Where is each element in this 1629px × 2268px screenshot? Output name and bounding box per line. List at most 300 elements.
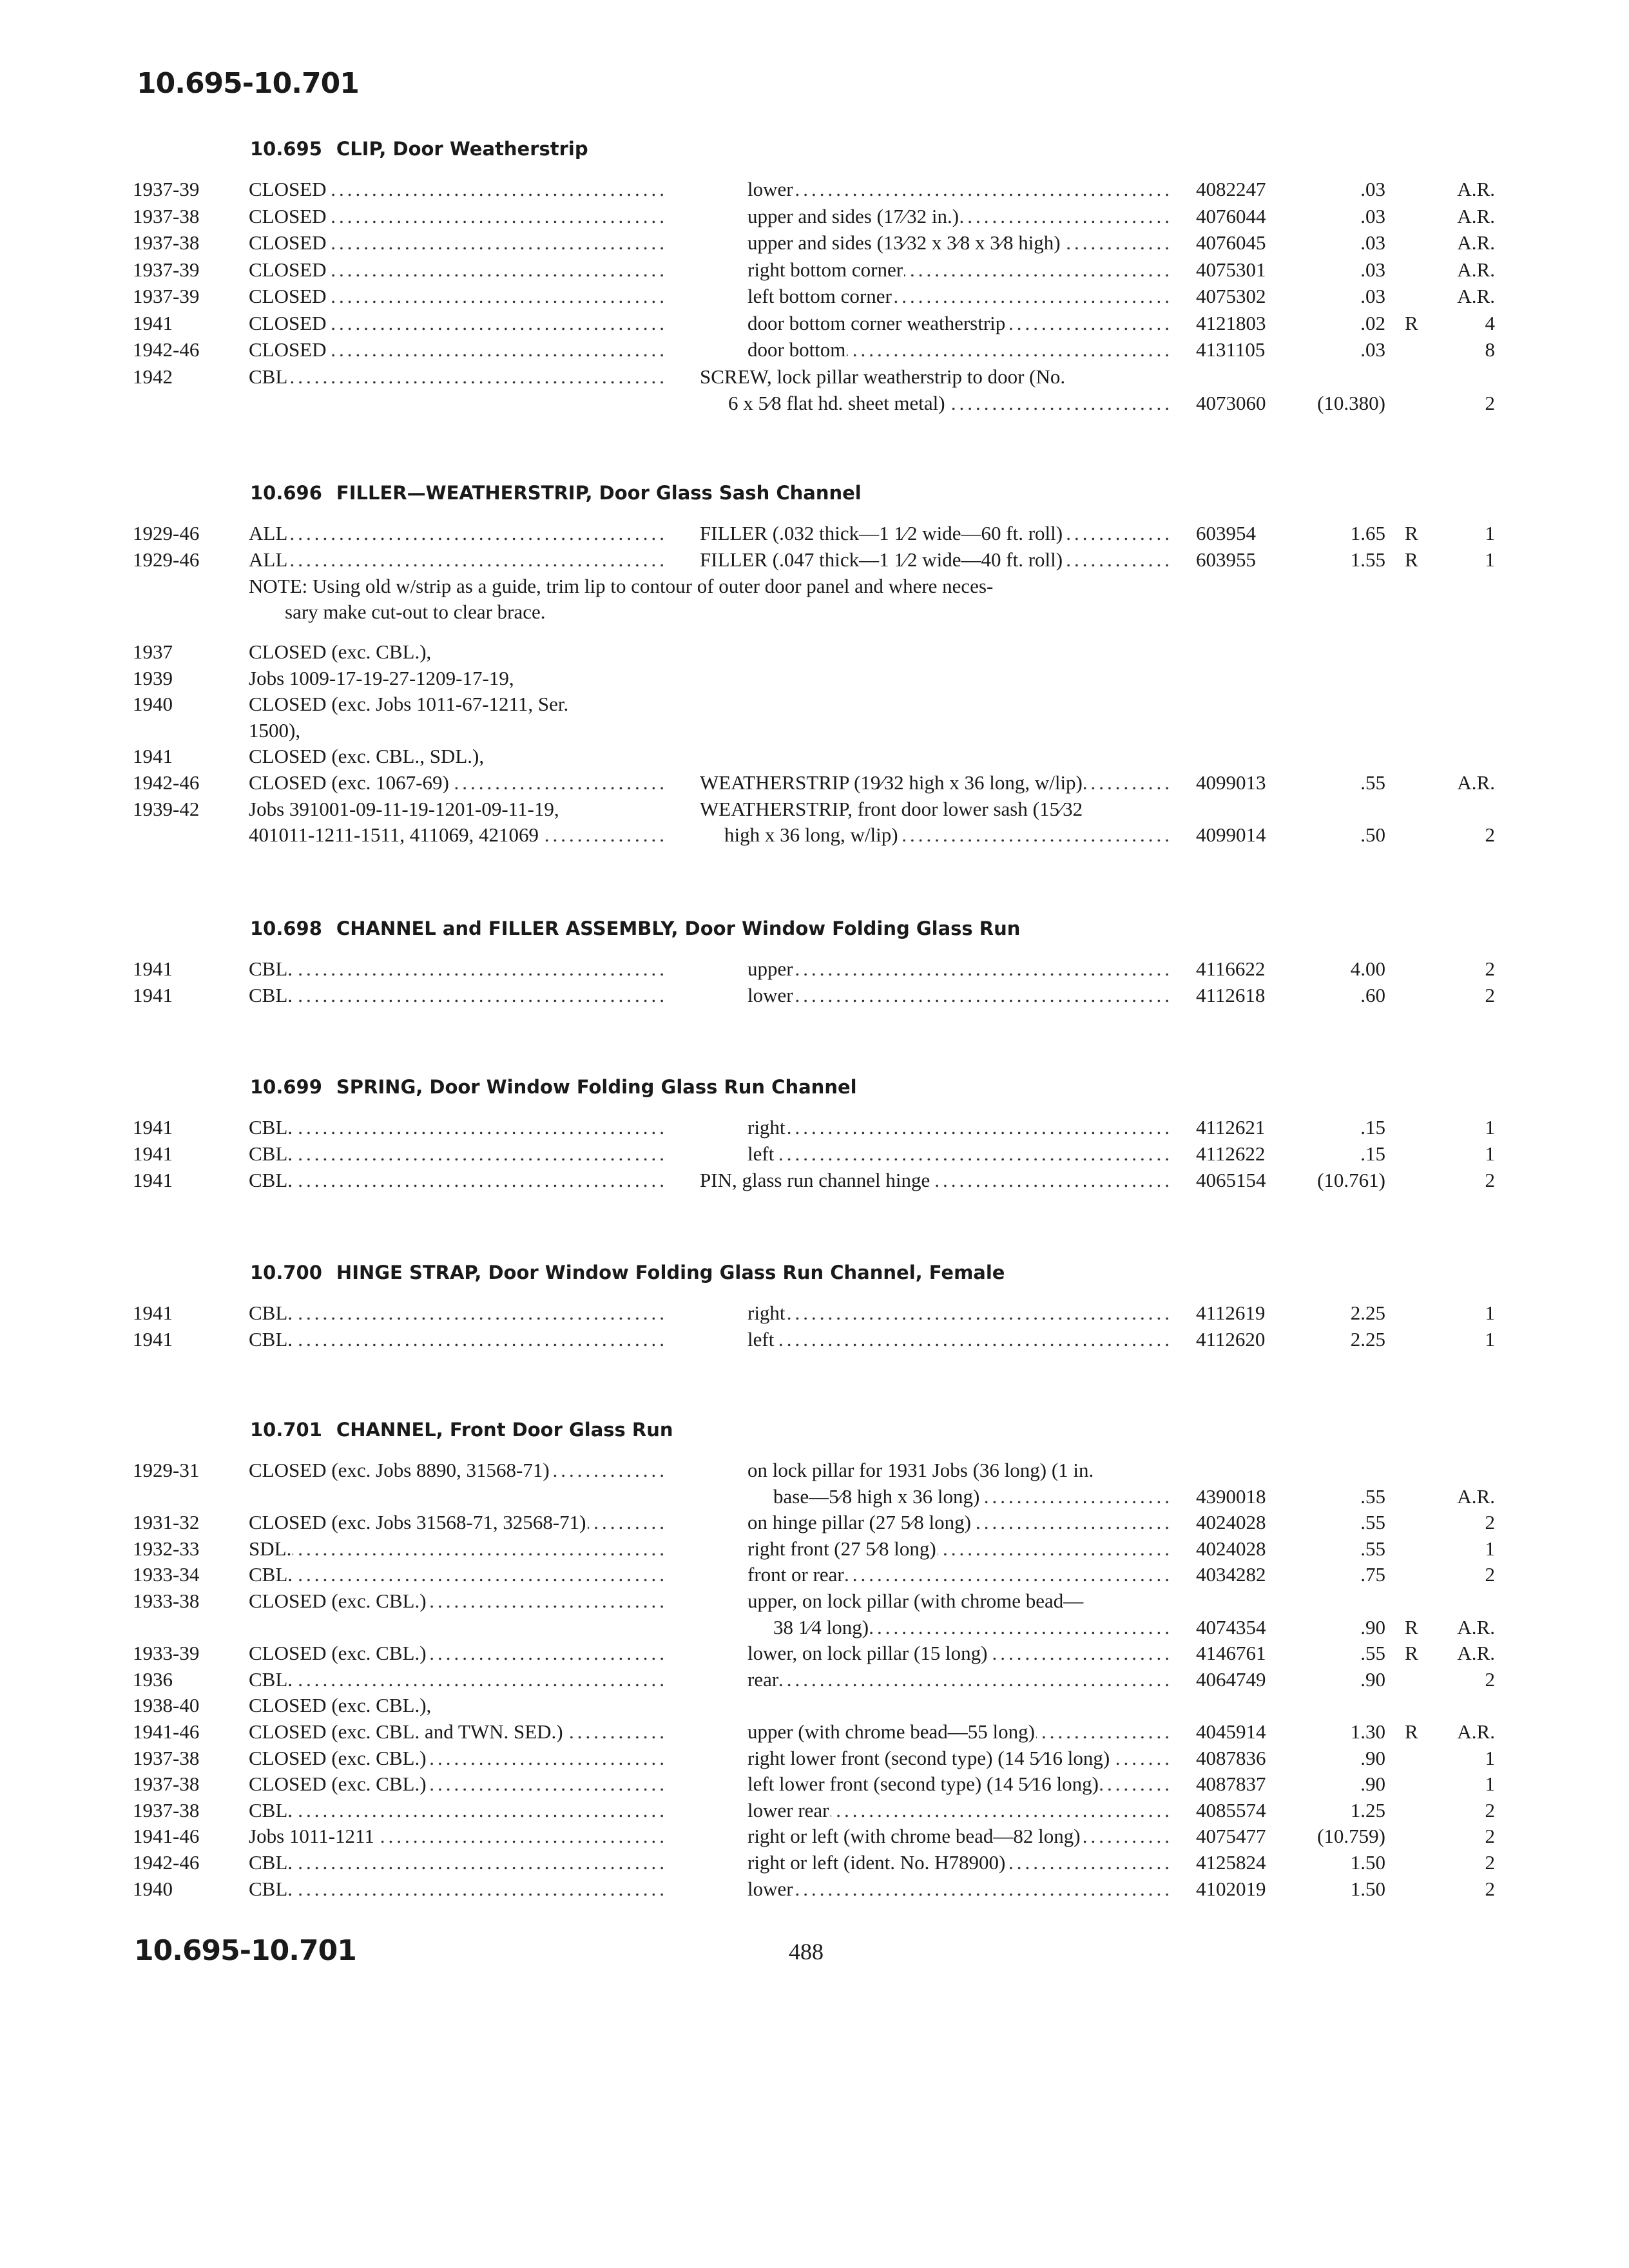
quantity-cell: 1 <box>1485 1328 1495 1350</box>
price-cell: .90 <box>1360 1615 1385 1639</box>
r-flag-cell: R <box>1405 522 1418 544</box>
year-cell: 1937-38 <box>133 231 200 254</box>
description-cell <box>728 390 1173 416</box>
model-cell-text: CBL <box>249 365 288 388</box>
description-cell-text: lower rear <box>747 1798 829 1821</box>
page-number: 488 <box>789 1939 824 1965</box>
description-cell <box>747 257 1173 283</box>
parts-row <box>0 1823 1629 1849</box>
quantity-cell: 1 <box>1485 1116 1495 1139</box>
description-cell <box>747 1327 1173 1352</box>
description-cell-text: right front (27 5⁄8 long) <box>747 1537 936 1560</box>
model-cell-text: CBL. <box>249 957 293 980</box>
model-cell <box>249 770 668 796</box>
parts-row <box>0 521 1629 546</box>
note-line: NOTE: Using old w/strip as a guide, trim lip to contour of outer door panel and where neces- <box>249 575 994 597</box>
part-number-cell: 4074354 <box>1196 1615 1266 1639</box>
leader-dots <box>747 1876 1173 1902</box>
quantity-cell: 2 <box>1485 1825 1495 1848</box>
leader-dots <box>747 1667 1173 1693</box>
leader-dots <box>249 1876 668 1902</box>
year-cell: 1931-32 <box>133 1511 200 1534</box>
quantity-cell: 2 <box>1485 823 1495 847</box>
model-cell <box>249 1510 668 1535</box>
description-cell <box>747 983 1173 1008</box>
parts-row <box>0 1693 1629 1718</box>
model-cell <box>249 1327 668 1352</box>
quantity-cell: 2 <box>1485 984 1495 1006</box>
description-cell <box>747 1667 1173 1693</box>
year-cell: 1941 <box>133 1328 173 1350</box>
year-cell: 1941 <box>133 1169 173 1191</box>
price-cell: .03 <box>1360 285 1385 307</box>
parts-row <box>0 796 1629 822</box>
description-cell-text: right bottom corner <box>747 258 903 281</box>
price-cell: .90 <box>1360 1773 1385 1796</box>
model-cell <box>249 1457 668 1483</box>
description-cell-text: lower <box>747 178 793 200</box>
parts-row <box>0 364 1629 390</box>
description-cell-text: 6 x 5⁄8 flat hd. sheet metal) <box>728 392 945 414</box>
description-cell-text: FILLER (.047 thick—1 1⁄2 wide—40 ft. roll) <box>700 548 1063 571</box>
model-cell-text: CBL. <box>249 1328 293 1350</box>
quantity-cell: 2 <box>1485 1667 1495 1691</box>
parts-row <box>0 1771 1629 1797</box>
leader-dots <box>249 1798 668 1823</box>
section-title <box>250 1419 673 1441</box>
year-cell: 1941-46 <box>133 1825 200 1848</box>
model-cell-text: CBL. <box>249 1169 293 1191</box>
year-cell: 1933-34 <box>133 1563 200 1586</box>
description-cell <box>747 284 1173 309</box>
description-cell-text: right or left (with chrome bead—82 long) <box>747 1825 1081 1848</box>
price-cell: 1.55 <box>1350 548 1385 571</box>
part-number-cell: 4121803 <box>1196 311 1266 334</box>
year-cell: 1929-46 <box>133 522 200 544</box>
parts-row <box>0 1640 1629 1666</box>
price-cell: .55 <box>1360 1537 1385 1560</box>
parts-row <box>0 770 1629 796</box>
part-number-cell: 4076045 <box>1196 231 1266 254</box>
part-number-cell: 4024028 <box>1196 1511 1266 1534</box>
description-cell <box>773 1484 1173 1510</box>
description-cell <box>747 1640 1173 1666</box>
section-name: FILLER—WEATHERSTRIP, Door Glass Sash Channel <box>336 482 862 504</box>
leader-dots <box>747 1141 1173 1167</box>
parts-row <box>0 1141 1629 1167</box>
model-cell-text: CLOSED (exc. Jobs 31568-71, 32568-71) <box>249 1511 586 1534</box>
price-cell: .03 <box>1360 338 1385 361</box>
parts-row <box>0 718 1629 744</box>
model-cell <box>249 956 668 982</box>
price-cell: .90 <box>1360 1746 1385 1769</box>
price-cell: .55 <box>1360 1511 1385 1534</box>
price-cell: .03 <box>1360 178 1385 200</box>
model-cell-text: CBL. <box>249 1302 293 1324</box>
leader-dots <box>249 1562 668 1588</box>
price-cell: .03 <box>1360 204 1385 227</box>
description-cell <box>747 1798 1173 1823</box>
model-cell-text: CLOSED (exc. CBL.) <box>249 1642 427 1665</box>
section-name: HINGE STRAP, Door Window Folding Glass Run Channel, Female <box>336 1262 1005 1283</box>
year-cell: 1941 <box>133 311 173 334</box>
model-cell-text: CBL. <box>249 1563 293 1586</box>
year-cell: 1939-42 <box>133 797 200 820</box>
leader-dots <box>747 983 1173 1008</box>
parts-row <box>0 230 1629 256</box>
description-cell <box>747 1823 1173 1849</box>
description-cell-text: front or rear <box>747 1563 844 1586</box>
description-cell <box>747 230 1173 256</box>
model-cell <box>249 1719 668 1745</box>
description-cell: upper, on lock pillar (with chrome bead— <box>747 1590 1084 1612</box>
part-number-cell: 603955 <box>1196 548 1256 571</box>
year-cell: 1933-39 <box>133 1642 200 1665</box>
section-title <box>250 1262 1005 1283</box>
model-cell-text: CLOSED (exc. 1067-69) <box>249 771 449 794</box>
price-cell: 2.25 <box>1350 1328 1385 1350</box>
description-cell-text: door bottom <box>747 338 846 361</box>
parts-row <box>0 1300 1629 1326</box>
description-cell-text: upper and sides (13⁄32 x 3⁄8 x 3⁄8 high) <box>747 231 1061 254</box>
description-cell <box>747 337 1173 363</box>
description-cell: SCREW, lock pillar weatherstrip to door (No. <box>700 365 1066 388</box>
price-cell: 1.50 <box>1350 1851 1385 1874</box>
description-cell <box>747 1719 1173 1745</box>
price-cell: 1.25 <box>1350 1798 1385 1821</box>
model-cell-text: CLOSED (exc. CBL.) <box>249 1590 427 1612</box>
year-cell: 1941 <box>133 1142 173 1165</box>
part-number-cell: 603954 <box>1196 522 1256 544</box>
model-cell: CLOSED (exc. CBL.), <box>249 1694 432 1717</box>
leader-dots <box>747 1300 1173 1326</box>
model-cell <box>249 204 668 229</box>
year-cell: 1941 <box>133 957 173 980</box>
model-cell <box>249 1823 668 1849</box>
year-cell: 1942-46 <box>133 1851 200 1874</box>
parts-row <box>0 390 1629 416</box>
model-cell <box>249 1300 668 1326</box>
section-title <box>250 482 862 504</box>
description-cell <box>747 204 1173 229</box>
quantity-cell: 2 <box>1485 957 1495 980</box>
quantity-cell: A.R. <box>1457 258 1495 281</box>
leader-dots <box>747 1115 1173 1140</box>
section-number: 10.700 <box>250 1262 322 1283</box>
year-cell: 1929-46 <box>133 548 200 571</box>
description-cell <box>700 521 1173 546</box>
model-cell <box>249 230 668 256</box>
quantity-cell: 4 <box>1485 311 1495 334</box>
price-cell: 1.50 <box>1350 1877 1385 1900</box>
model-cell: CLOSED (exc. CBL., SDL.), <box>249 745 485 768</box>
leader-dots <box>249 956 668 982</box>
quantity-cell: 1 <box>1485 522 1495 544</box>
model-cell <box>249 1141 668 1167</box>
year-cell: 1937-39 <box>133 258 200 281</box>
leader-dots <box>249 521 668 546</box>
model-cell <box>249 1876 668 1902</box>
model-cell-text: ALL <box>249 548 288 571</box>
price-cell: 2.25 <box>1350 1302 1385 1324</box>
description-cell-text: rear <box>747 1667 779 1691</box>
year-cell: 1933-38 <box>133 1590 200 1612</box>
description-cell <box>747 1850 1173 1876</box>
description-cell <box>700 1168 1173 1193</box>
parts-row <box>0 1168 1629 1193</box>
model-cell <box>249 1562 668 1588</box>
price-cell: (10.380) <box>1317 392 1385 414</box>
description-cell <box>747 1876 1173 1902</box>
part-number-cell: 4075301 <box>1196 258 1266 281</box>
quantity-cell: A.R. <box>1457 285 1495 307</box>
model-cell <box>249 1588 668 1614</box>
quantity-cell: 1 <box>1485 1773 1495 1796</box>
year-cell: 1940 <box>133 1877 173 1900</box>
parts-row <box>0 666 1629 691</box>
parts-row <box>0 204 1629 229</box>
price-cell: .60 <box>1360 984 1385 1006</box>
price-cell: .15 <box>1360 1116 1385 1139</box>
description-cell-text: left lower front (second type) (14 5⁄16 long) <box>747 1773 1099 1796</box>
leader-dots <box>249 547 668 573</box>
model-cell <box>249 364 668 390</box>
model-cell <box>249 284 668 309</box>
description-cell <box>747 1115 1173 1140</box>
part-number-cell: 4087836 <box>1196 1746 1266 1769</box>
parts-row <box>0 547 1629 573</box>
quantity-cell: 2 <box>1485 392 1495 414</box>
description-cell <box>747 177 1173 202</box>
model-cell <box>249 547 668 573</box>
model-cell-text: CLOSED (exc. CBL.) <box>249 1746 427 1769</box>
description-cell-text: lower, on lock pillar (15 long) <box>747 1642 988 1665</box>
year-cell: 1932-33 <box>133 1537 200 1560</box>
model-cell <box>249 822 668 848</box>
model-cell-text: CBL. <box>249 1851 293 1874</box>
model-cell-text: CLOSED <box>249 311 327 334</box>
model-cell-text: CLOSED (exc. CBL.) <box>249 1773 427 1796</box>
model-cell-text: CBL. <box>249 1798 293 1821</box>
model-cell <box>249 1798 668 1823</box>
description-cell <box>747 1562 1173 1588</box>
part-number-cell: 4045914 <box>1196 1720 1266 1743</box>
year-cell: 1937-38 <box>133 204 200 227</box>
year-cell: 1941-46 <box>133 1720 200 1743</box>
model-cell <box>249 1850 668 1876</box>
quantity-cell: 2 <box>1485 1169 1495 1191</box>
model-cell-text: CLOSED (exc. CBL. and TWN. SED.) <box>249 1720 563 1743</box>
section-name: SPRING, Door Window Folding Glass Run Channel <box>336 1076 857 1098</box>
model-cell <box>249 257 668 283</box>
model-cell <box>249 521 668 546</box>
parts-row <box>0 1745 1629 1771</box>
quantity-cell: 2 <box>1485 1798 1495 1821</box>
parts-row <box>0 177 1629 202</box>
leader-dots <box>249 983 668 1008</box>
parts-row <box>0 1850 1629 1876</box>
description-cell-text: 38 1⁄4 long) <box>773 1615 869 1639</box>
leader-dots <box>249 1168 668 1193</box>
part-number-cell: 4099013 <box>1196 771 1266 794</box>
model-cell-text: CLOSED (exc. Jobs 8890, 31568-71) <box>249 1459 550 1481</box>
model-cell <box>249 983 668 1008</box>
description-cell-text: right lower front (second type) (14 5⁄16 long) <box>747 1746 1110 1769</box>
part-number-cell: 4075477 <box>1196 1825 1266 1848</box>
leader-dots <box>249 1536 668 1562</box>
section-note <box>249 573 1177 625</box>
quantity-cell: A.R. <box>1457 204 1495 227</box>
year-cell: 1937-38 <box>133 1798 200 1821</box>
year-cell: 1940 <box>133 693 173 716</box>
part-number-cell: 4116622 <box>1196 957 1266 980</box>
description-cell-text: left <box>747 1142 775 1165</box>
model-cell <box>249 1745 668 1771</box>
model-cell: Jobs 1009-17-19-27-1209-17-19, <box>249 666 514 689</box>
section-title <box>250 1076 857 1098</box>
model-cell <box>249 1536 668 1562</box>
section-number: 10.698 <box>250 918 322 939</box>
price-cell: .55 <box>1360 1485 1385 1508</box>
year-cell: 1937-39 <box>133 178 200 200</box>
section-title <box>250 918 1020 939</box>
part-number-cell: 4076044 <box>1196 204 1266 227</box>
price-cell: .55 <box>1360 1642 1385 1665</box>
model-cell: CLOSED (exc. Jobs 1011-67-1211, Ser. <box>249 693 569 716</box>
description-cell-text: lower <box>747 1877 793 1900</box>
section-number: 10.695 <box>250 138 322 160</box>
section-number: 10.699 <box>250 1076 322 1098</box>
model-cell <box>249 1771 668 1797</box>
part-number-cell: 4085574 <box>1196 1798 1266 1821</box>
part-number-cell: 4102019 <box>1196 1877 1266 1900</box>
r-flag-cell: R <box>1405 1720 1418 1743</box>
year-cell: 1929-31 <box>133 1459 200 1481</box>
quantity-cell: A.R. <box>1457 178 1495 200</box>
description-cell <box>700 770 1173 796</box>
description-cell-text: lower <box>747 984 793 1006</box>
description-cell-text: left <box>747 1328 775 1350</box>
price-cell: .03 <box>1360 231 1385 254</box>
r-flag-cell: R <box>1405 1642 1418 1665</box>
section-title <box>250 138 588 160</box>
year-cell: 1938-40 <box>133 1694 200 1717</box>
part-number-cell: 4075302 <box>1196 285 1266 307</box>
parts-row <box>0 983 1629 1008</box>
model-cell-text: CLOSED <box>249 338 327 361</box>
description-cell-text: FILLER (.032 thick—1 1⁄2 wide—60 ft. roll) <box>700 522 1063 544</box>
parts-row <box>0 1615 1629 1640</box>
leader-dots <box>249 1327 668 1352</box>
year-cell: 1937 <box>133 640 173 663</box>
leader-dots <box>747 1327 1173 1352</box>
leader-dots <box>249 364 668 390</box>
part-number-cell: 4064749 <box>1196 1667 1266 1691</box>
part-number-cell: 4390018 <box>1196 1485 1266 1508</box>
quantity-cell: 1 <box>1485 1537 1495 1560</box>
model-cell <box>249 177 668 202</box>
part-number-cell: 4146761 <box>1196 1642 1266 1665</box>
part-number-cell: 4112620 <box>1196 1328 1266 1350</box>
quantity-cell: A.R. <box>1457 1720 1495 1743</box>
price-cell: 1.30 <box>1350 1720 1385 1743</box>
leader-dots <box>249 1300 668 1326</box>
part-number-cell: 4034282 <box>1196 1563 1266 1586</box>
year-cell: 1941 <box>133 1302 173 1324</box>
description-cell-text: upper (with chrome bead—55 long) <box>747 1720 1035 1743</box>
description-cell <box>747 311 1173 336</box>
section-name: CHANNEL and FILLER ASSEMBLY, Door Window Folding Glass Run <box>336 918 1021 939</box>
description-cell-text: left bottom corner <box>747 285 892 307</box>
parts-row <box>0 311 1629 336</box>
leader-dots <box>249 1115 668 1140</box>
model-cell: CLOSED (exc. CBL.), <box>249 640 432 663</box>
quantity-cell: A.R. <box>1457 1485 1495 1508</box>
r-flag-cell: R <box>1405 311 1418 334</box>
description-cell <box>747 1510 1173 1535</box>
model-cell-text: CLOSED <box>249 204 327 227</box>
leader-dots <box>249 1850 668 1876</box>
part-number-cell: 4125824 <box>1196 1851 1266 1874</box>
description-cell-text: door bottom corner weatherstrip <box>747 311 1006 334</box>
description-cell: WEATHERSTRIP, front door lower sash (15⁄32 <box>700 797 1083 820</box>
price-cell: .02 <box>1360 311 1385 334</box>
note-line: sary make cut-out to clear brace. <box>285 601 546 623</box>
quantity-cell: 2 <box>1485 1563 1495 1586</box>
year-cell: 1937-38 <box>133 1746 200 1769</box>
parts-row <box>0 1588 1629 1614</box>
price-cell: (10.761) <box>1317 1169 1385 1191</box>
year-cell: 1941 <box>133 745 173 768</box>
description-cell <box>773 1615 1173 1640</box>
description-cell-text: right <box>747 1116 786 1139</box>
parts-row <box>0 1562 1629 1588</box>
part-number-cell: 4131105 <box>1196 338 1266 361</box>
quantity-cell: 1 <box>1485 1302 1495 1324</box>
price-cell: (10.759) <box>1317 1825 1385 1848</box>
price-cell: .75 <box>1360 1563 1385 1586</box>
year-cell: 1941 <box>133 1116 173 1139</box>
parts-row <box>0 1484 1629 1510</box>
model-cell <box>249 1115 668 1140</box>
quantity-cell: 2 <box>1485 1877 1495 1900</box>
r-flag-cell: R <box>1405 1615 1418 1639</box>
price-cell: .15 <box>1360 1142 1385 1165</box>
parts-row <box>0 257 1629 283</box>
parts-row <box>0 1115 1629 1140</box>
price-cell: .03 <box>1360 258 1385 281</box>
description-cell-text: upper and sides (17⁄32 in.) <box>747 204 959 227</box>
quantity-cell: A.R. <box>1457 1615 1495 1639</box>
leader-dots <box>249 1667 668 1693</box>
model-cell <box>249 1667 668 1693</box>
part-number-cell: 4073060 <box>1196 392 1266 414</box>
description-cell <box>724 822 1173 848</box>
parts-row <box>0 284 1629 309</box>
model-cell-text: CBL. <box>249 984 293 1006</box>
model-cell: 1500), <box>249 718 301 742</box>
model-cell-text: CLOSED <box>249 178 327 200</box>
description-cell: on lock pillar for 1931 Jobs (36 long) (1 in. <box>747 1459 1094 1481</box>
quantity-cell: 2 <box>1485 1851 1495 1874</box>
page-header-range: 10.695-10.701 <box>137 67 359 100</box>
model-cell-text: 401011-1211-1511, 411069, 421069 <box>249 823 539 847</box>
part-number-cell: 4099014 <box>1196 823 1266 847</box>
model-cell-text: CLOSED <box>249 231 327 254</box>
parts-row <box>0 1719 1629 1745</box>
description-cell-text: right or left (ident. No. H78900) <box>747 1851 1006 1874</box>
description-cell <box>747 1300 1173 1326</box>
